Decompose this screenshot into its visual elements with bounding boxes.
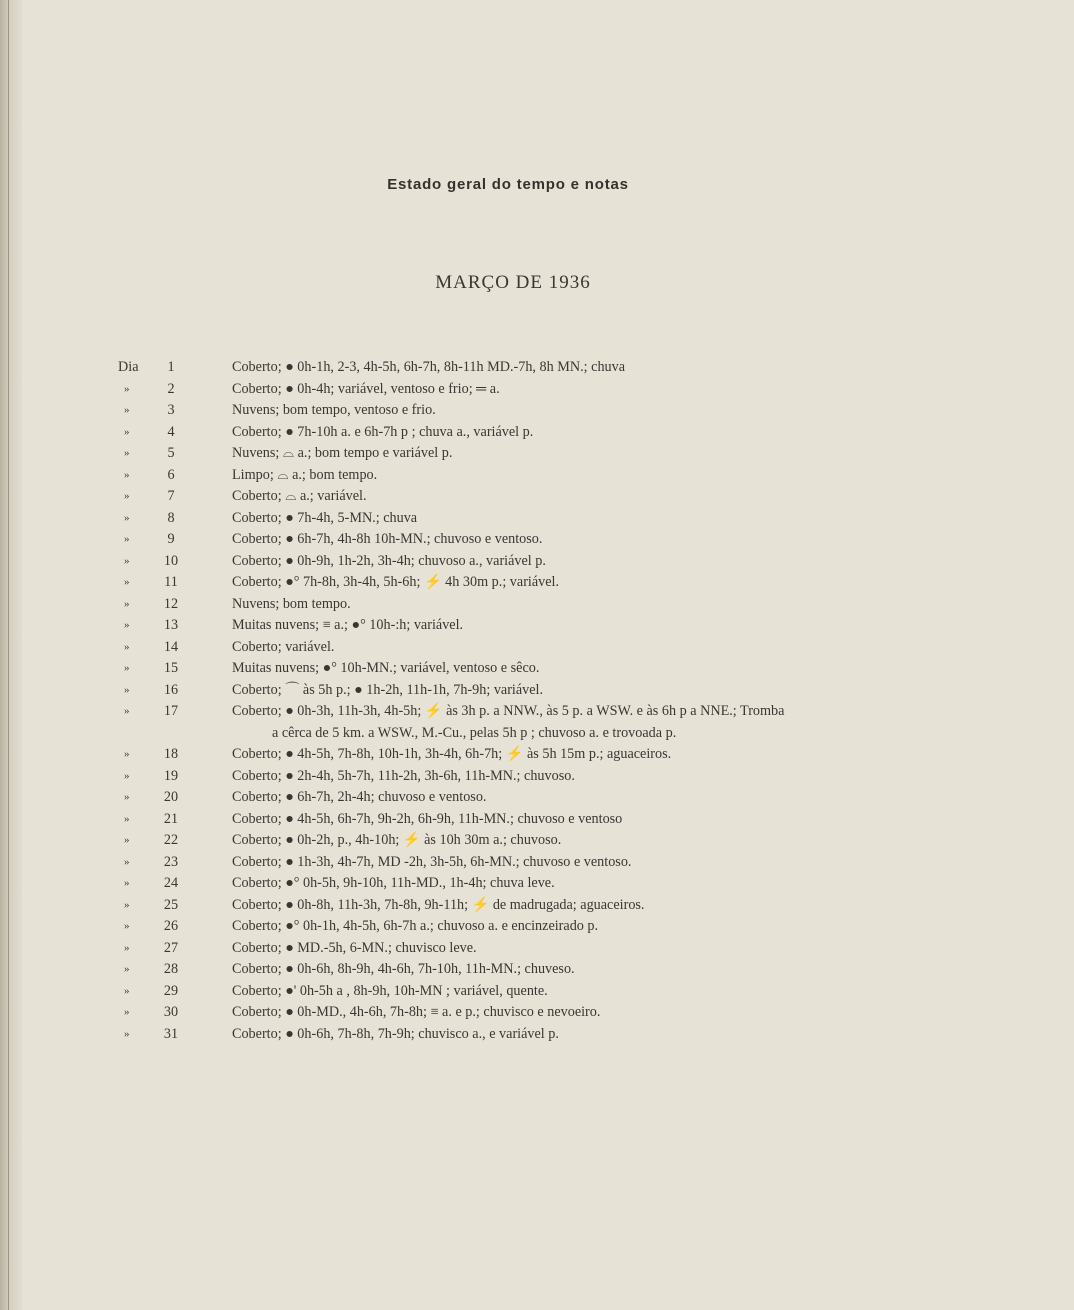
ditto-mark: » (124, 468, 130, 481)
day-entry-row (0, 379, 1074, 401)
weather-note (232, 443, 452, 465)
weather-note-line: Coberto; ● 0h-4h; variável, ventoso e frio; ═ a. (232, 380, 500, 397)
weather-note-line: Coberto; ● 0h-1h, 2-3, 4h-5h, 6h-7h, 8h-11h MD.-7h, 8h MN.; chuva (232, 359, 626, 375)
day-number: 30 (163, 1004, 179, 1020)
weather-note-line: Limpo; ⌓ a.; bom tempo. (232, 466, 378, 483)
day-number: 26 (163, 918, 179, 934)
day-entry-row (0, 766, 1074, 788)
weather-note (232, 787, 486, 809)
day-entry-row (0, 529, 1074, 551)
day-number: 13 (163, 617, 179, 633)
weather-note (232, 852, 631, 874)
weather-note (232, 465, 377, 487)
weather-note-line: Coberto; ● 6h-7h, 4h-8h 10h-MN.; chuvoso e ventoso. (232, 531, 543, 547)
ditto-mark: » (124, 920, 130, 932)
weather-note-line: Coberto; ● 4h-5h, 7h-8h, 10h-1h, 3h-4h, 6h-7h; ⚡ às 5h 15m p.; aguaceiros. (232, 746, 672, 762)
day-number: 24 (163, 875, 179, 891)
day-entry-row (0, 809, 1074, 831)
weather-note (232, 508, 417, 530)
ditto-mark: » (124, 619, 130, 631)
ditto-mark: » (124, 382, 130, 395)
weather-note (232, 744, 671, 766)
ditto-mark: » (124, 769, 130, 782)
weather-note (232, 959, 575, 981)
day-number: 31 (163, 1025, 179, 1042)
day-entry-row (0, 615, 1074, 637)
ditto-mark: » (124, 963, 130, 975)
day-number: 11 (164, 574, 178, 590)
day-number: 18 (163, 746, 179, 762)
weather-note (232, 680, 543, 702)
weather-note-line: Nuvens; bom tempo. (232, 595, 351, 612)
ditto-mark: » (124, 834, 130, 846)
ditto-mark: » (124, 683, 130, 696)
ditto-mark: » (124, 576, 130, 588)
day-entry-row (0, 938, 1074, 960)
day-number: 23 (163, 853, 179, 870)
ditto-mark: » (124, 447, 130, 459)
day-entry-row (0, 422, 1074, 444)
ditto-mark: » (124, 984, 130, 997)
day-entry-row (0, 1002, 1074, 1024)
day-number: 16 (163, 681, 179, 698)
weather-note (232, 830, 561, 852)
weather-note-line: Coberto; ● 0h-3h, 11h-3h, 4h-5h; ⚡ às 3h p. a NNW., às 5 p. a WSW. e às 6h p a NNE.; Tromba (232, 703, 785, 719)
ditto-mark: » (124, 640, 130, 653)
day-number: 25 (163, 896, 179, 913)
day-entry-row (0, 701, 1074, 744)
weather-note (232, 809, 622, 831)
weather-note (232, 658, 539, 680)
weather-note-line: Coberto; ● 0h-9h, 1h-2h, 3h-4h; chuvoso a., variável p. (232, 552, 546, 569)
weather-note (232, 379, 500, 401)
day-entry-row (0, 637, 1074, 659)
day-number: 20 (163, 789, 179, 805)
day-number: 3 (167, 402, 175, 418)
day-number: 8 (167, 509, 175, 526)
day-entry-row (0, 916, 1074, 938)
weather-note-line: Muitas nuvens; ≡ a.; ●° 10h-:h; variável. (232, 617, 464, 633)
weather-note (232, 637, 334, 659)
day-entry-row (0, 787, 1074, 809)
day-entry-row (0, 465, 1074, 487)
ditto-mark: » (124, 877, 130, 889)
day-number: 6 (167, 466, 175, 483)
ditto-mark: » (124, 898, 130, 911)
weather-note-line: Coberto; ● 0h-8h, 11h-3h, 7h-8h, 9h-11h; ⚡ de madrugada; aguaceiros. (232, 896, 645, 913)
day-entry-row (0, 680, 1074, 702)
weather-note (232, 766, 575, 788)
weather-note-line: Coberto; ● 6h-7h, 2h-4h; chuvoso e ventoso. (232, 789, 487, 805)
day-number: 5 (167, 445, 175, 461)
day-number: 29 (163, 982, 179, 999)
day-entry-row (0, 959, 1074, 981)
ditto-mark: » (124, 597, 130, 610)
day-entry-row (0, 400, 1074, 422)
weather-note (232, 981, 548, 1003)
weather-note-line: Nuvens; ⌓ a.; bom tempo e variável p. (232, 445, 453, 461)
weather-note-line: Coberto; ● 0h-MD., 4h-6h, 7h-8h; ≡ a. e p.; chuvisco e nevoeiro. (232, 1004, 601, 1020)
weather-note-continuation: a cêrca de 5 km. a WSW., M.-Cu., pelas 5h p ; chuvoso a. e trovoada p. (272, 724, 677, 741)
weather-note (232, 1024, 559, 1046)
ditto-mark: » (124, 941, 130, 954)
weather-note-line: Coberto; ⌒ às 5h p.; ● 1h-2h, 11h-1h, 7h-9h; variável. (232, 681, 544, 698)
weather-note (232, 701, 897, 744)
weather-note (232, 873, 555, 895)
day-entry-row (0, 486, 1074, 508)
ditto-mark: » (124, 1027, 130, 1040)
weather-note-line: Coberto; ●° 0h-1h, 4h-5h, 6h-7h a.; chuvoso a. e encinzeirado p. (232, 918, 599, 934)
weather-note-line: Nuvens; bom tempo, ventoso e frio. (232, 402, 436, 418)
weather-note-line: Coberto; ⌓ a.; variável. (232, 488, 367, 504)
weather-note-line: Coberto; ● 7h-4h, 5-MN.; chuva (232, 509, 418, 526)
ditto-mark: » (124, 791, 130, 803)
weather-note-line: Coberto; ● 7h-10h a. e 6h-7h p ; chuva a., variável p. (232, 423, 534, 440)
weather-note-line: Coberto; variável. (232, 638, 335, 655)
day-entry-row (0, 594, 1074, 616)
ditto-mark: » (124, 490, 130, 502)
weather-note (232, 486, 367, 508)
weather-note-line: Muitas nuvens; ●° 10h-MN.; variável, ventoso e sêco. (232, 660, 540, 676)
weather-note (232, 594, 351, 616)
ditto-mark: » (124, 855, 130, 868)
day-number: 15 (163, 660, 179, 676)
ditto-mark: » (124, 1006, 130, 1018)
weather-note-line: Coberto; ● 0h-6h, 7h-8h, 7h-9h; chuvisco a., e variável p. (232, 1025, 559, 1042)
day-number: 4 (167, 423, 175, 440)
day-number: 22 (163, 832, 179, 848)
weather-note (232, 895, 644, 917)
weather-note-line: Coberto; ● 0h-6h, 8h-9h, 4h-6h, 7h-10h, 11h-MN.; chuveso. (232, 961, 575, 977)
weather-note (232, 357, 625, 379)
day-number: 19 (163, 767, 179, 784)
weather-note (232, 938, 477, 960)
weather-note-line: Coberto; ● 4h-5h, 6h-7h, 9h-2h, 6h-9h, 11h-MN.; chuvoso e ventoso (232, 810, 623, 827)
dia-label: Dia (118, 359, 139, 375)
day-entry-row (0, 357, 1074, 379)
weather-note (232, 1002, 600, 1024)
day-entry-row (0, 1024, 1074, 1046)
day-number: 7 (167, 488, 175, 504)
ditto-mark: » (124, 662, 130, 674)
day-number: 14 (163, 638, 179, 655)
weather-note-line: Coberto; ●' 0h-5h a , 8h-9h, 10h-MN ; variável, quente. (232, 982, 548, 999)
day-number: 2 (167, 380, 175, 397)
weather-note (232, 916, 598, 938)
weather-note (232, 551, 546, 573)
daily-weather-entries (0, 357, 1074, 1045)
day-number: 17 (163, 703, 179, 719)
day-entry-row (0, 852, 1074, 874)
day-entry-row (0, 873, 1074, 895)
weather-note (232, 400, 436, 422)
day-entry-row (0, 551, 1074, 573)
weather-note (232, 615, 463, 637)
ditto-mark: » (124, 812, 130, 825)
day-number: 1 (167, 359, 175, 375)
weather-note-line: Coberto; ●° 0h-5h, 9h-10h, 11h-MD., 1h-4h; chuva leve. (232, 875, 555, 891)
ditto-mark: » (124, 511, 130, 524)
month-title: MARÇO DE 1936 (435, 272, 591, 293)
day-number: 27 (163, 939, 179, 956)
day-entry-row (0, 744, 1074, 766)
ditto-mark: » (124, 533, 130, 545)
weather-note (232, 572, 559, 594)
ditto-mark: » (124, 404, 130, 416)
day-number: 21 (163, 810, 179, 827)
day-entry-row (0, 658, 1074, 680)
day-entry-row (0, 830, 1074, 852)
day-number: 9 (167, 531, 175, 547)
weather-note (232, 529, 542, 551)
ditto-mark: » (124, 554, 130, 567)
weather-note (232, 422, 533, 444)
day-entry-row (0, 508, 1074, 530)
weather-note-line: Coberto; ● 0h-2h, p., 4h-10h; ⚡ às 10h 30m a.; chuvoso. (232, 832, 562, 848)
ditto-mark: » (124, 425, 130, 438)
weather-note-line: Coberto; ● 2h-4h, 5h-7h, 11h-2h, 3h-6h, 11h-MN.; chuvoso. (232, 767, 575, 784)
page-heading: Estado geral do tempo e notas (387, 176, 629, 193)
day-entry-row (0, 981, 1074, 1003)
weather-note-line: Coberto; ● 1h-3h, 4h-7h, MD -2h, 3h-5h, 6h-MN.; chuvoso e ventoso. (232, 853, 632, 870)
weather-note-line: Coberto; ●° 7h-8h, 3h-4h, 5h-6h; ⚡ 4h 30m p.; variável. (232, 574, 560, 590)
day-entry-row (0, 895, 1074, 917)
day-number: 10 (163, 552, 179, 569)
day-number: 28 (163, 961, 179, 977)
weather-note-line: Coberto; ● MD.-5h, 6-MN.; chuvisco leve. (232, 939, 477, 956)
day-entry-row (0, 443, 1074, 465)
ditto-mark: » (124, 705, 130, 717)
day-entry-row (0, 572, 1074, 594)
ditto-mark: » (124, 748, 130, 760)
day-number: 12 (163, 595, 179, 612)
